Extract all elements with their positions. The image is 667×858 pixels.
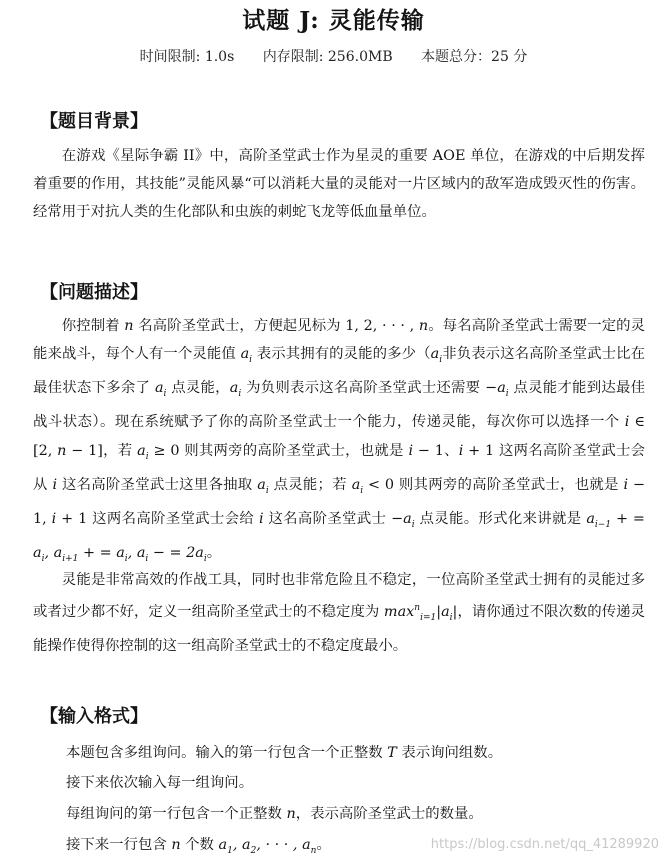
total-score: 本题总分：25 分 (421, 49, 528, 65)
description-paragraph-1: 你控制着 n 名高阶圣堂武士，方便起见标为 1, 2, · · · , n。每名高阶圣堂武士需要一定的灵能来战斗，每个人有一个灵能值 $a_i$ 表示其拥有的灵能的多少（$a_i$非负表示这名高阶圣堂武士比在最佳状态下多余了 $a_i$ 点灵能，$a_i$ 为负则表示这名高阶圣堂武士还需要 $-a_i$ 点灵能才能到达最佳战斗状态）。现在系统赋予了你的高阶圣堂武士一个能力，传递灵能，每次你可以选择一个 i ∈ [2, n − 1]，若 $a_i \ge 0$ 则其两旁的高阶圣堂武士，也就是 i − 1、i + 1 这两名高阶圣堂武士会从 i 这名高阶圣堂武士这里各抽取 $a_i$ 点灵能；若 $a_i < 0$ 则其两旁的高阶圣堂武士，也就是 i − 1, i + 1 这两名高阶圣堂武士会给 i 这名高阶圣堂武士 $-a_i$ 点灵能。形式化来讲就是 $a_{i-1}$ + = $a_i$, $a_{i+1}$ + = $a_i$, $a_i$ − = $2a_i$。 (33, 318, 646, 564)
problem-title: 试题 J: 灵能传输 (242, 7, 425, 34)
problem-limits (0, 46, 667, 66)
input-format-line-3: 每组询问的第一行包含一个正整数 n，表示高阶圣堂武士的数量。 (66, 806, 483, 822)
transfer-formula: $a_{i-1}$ + = $a_i$, $a_{i+1}$ + = $a_i$, $a_i$ − = $2a_i$ (33, 510, 645, 564)
sequence-formula: $a_1$, $a_2$, · · · , $a_n$ (218, 837, 317, 856)
background-heading: 【题目背景】 (40, 111, 148, 132)
description-heading: 【问题描述】 (40, 282, 148, 303)
input-format-line-1: 本题包含多组询问。输入的第一行包含一个正整数 T 表示询问组数。 (66, 745, 503, 761)
input-format-line-2: 接下来依次输入每一组询问。 (66, 775, 254, 791)
memory-limit: 内存限制: 256.0MB (262, 49, 393, 65)
input-format-heading: 【输入格式】 (40, 706, 148, 727)
input-format-line-4: 接下来一行包含 n 个数 $a_1$, $a_2$, · · · , $a_n$。 (66, 837, 331, 856)
time-limit: 时间限制: 1.0s (139, 49, 235, 65)
watermark: https://blog.csdn.net/qq_41289920 (430, 837, 659, 852)
description-paragraph-2: 灵能是非常高效的作战工具，同时也非常危险且不稳定，一位高阶圣堂武士拥有的灵能过多或者过少都不好，定义一组高阶圣堂武士的不稳定度为 $\max^n_{i=1}|a_i|$，请你通过不限次数的传递灵能操作使得你控制的这一组高阶圣堂武士的不稳定度最小。 (33, 572, 645, 655)
background-text: 在游戏《星际争霸 II》中，高阶圣堂武士作为星灵的重要 AOE 单位，在游戏的中后期发挥着重要的作用，其技能”灵能风暴“可以消耗大量的灵能对一片区域内的敌军造成毁灭性的伤害。经常用于对抗人类的生化部队和虫族的刺蛇飞龙等低血量单位。 (33, 148, 645, 221)
instability-formula: $\max^n_{i=1}|a_i|$ (383, 603, 458, 623)
